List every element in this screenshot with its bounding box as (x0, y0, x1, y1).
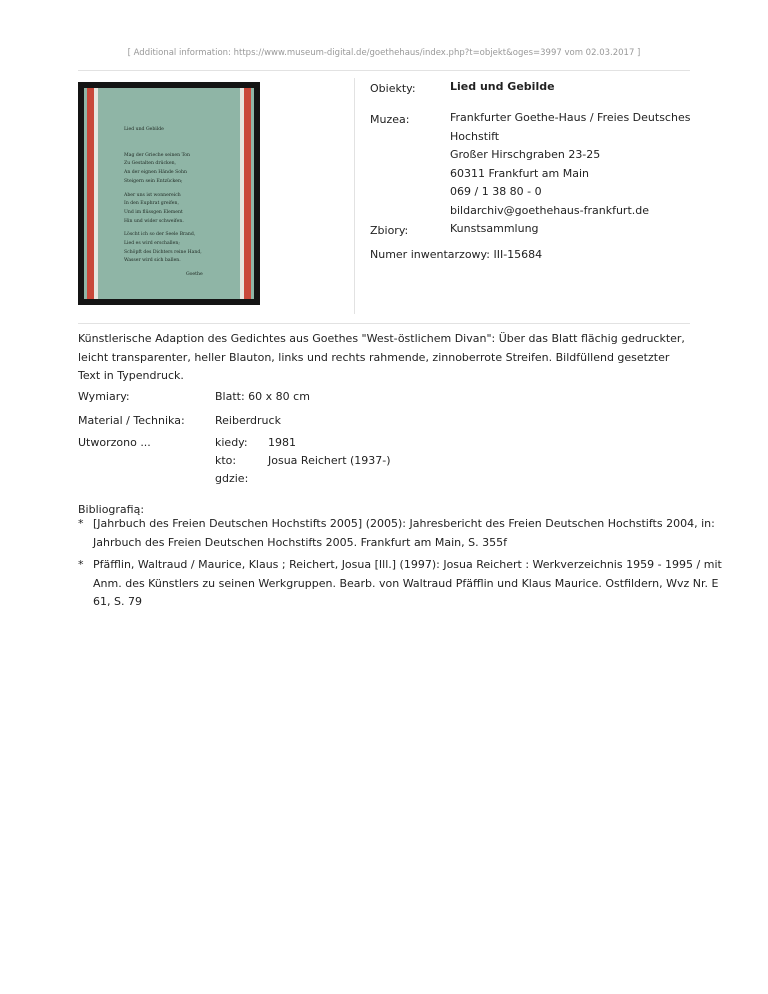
dimensions-label: Wymiary: (78, 390, 130, 403)
poem-line: Hin und wider schweifen. (124, 218, 184, 224)
poem-line: Wasser wird sich ballen. (124, 258, 181, 264)
poem-stanza (124, 192, 234, 227)
poem-line: Löscht ich so der Seele Brand, (124, 232, 196, 238)
museum-city: 60311 Frankfurt am Main (450, 166, 590, 180)
poem-signature: Goethe (186, 272, 203, 278)
material-label: Material / Technika: (78, 414, 185, 427)
museum-value[interactable] (450, 109, 690, 220)
inventory-value: III-15684 (493, 248, 543, 261)
poem-line: An der eignen Hände Sohn (124, 170, 187, 176)
when-label: kiedy: (215, 436, 248, 449)
poem-line: Schöpft des Dichters reine Hand, (124, 249, 202, 255)
right-red-stripe (244, 88, 251, 299)
bullet: * (78, 517, 84, 530)
museum-street: Großer Hirschgraben 23-25 (450, 148, 601, 161)
bullet: * (78, 558, 84, 571)
artwork-sheet (84, 88, 254, 299)
poem-title: Lied und Gebilde (124, 127, 164, 132)
poem-line: In den Euphrat greifen, (124, 201, 179, 207)
collection-value[interactable]: Kunstsammlung (450, 222, 539, 235)
where-label: gdzie: (215, 472, 249, 485)
created-label: Utworzono ... (78, 436, 151, 449)
poem-text (124, 126, 234, 280)
artwork-image[interactable] (78, 82, 260, 305)
museum-name-line: Hochstift (450, 129, 500, 143)
museum-email[interactable]: bildarchiv@goethehaus-frankfurt.de (450, 203, 650, 217)
collection-label: Zbiory: (370, 224, 409, 237)
object-value: Lied und Gebilde (450, 80, 555, 93)
vertical-divider (354, 78, 355, 314)
museum-phone: 069 / 1 38 80 - 0 (450, 185, 542, 198)
museum-name-line: Frankfurter Goethe-Haus / Freies Deutsches (450, 111, 691, 124)
poem-line: Mag der Grieche seinen Ton (124, 152, 190, 158)
poem-line: Und im flüssgen Element (124, 209, 183, 215)
middle-divider (78, 323, 690, 324)
who-value[interactable]: Josua Reichert (1937-) (268, 454, 391, 467)
inventory-number (370, 246, 542, 265)
poem-line: Lied es wird erschallen; (124, 241, 180, 247)
when-value[interactable]: 1981 (268, 436, 296, 449)
poem-stanza (124, 152, 234, 187)
who-label: kto: (215, 454, 237, 467)
object-label: Obiekty: (370, 82, 416, 95)
left-paper-edge (94, 88, 98, 299)
poem-stanza (124, 231, 234, 266)
bibliography-label: Bibliografią: (78, 503, 145, 516)
material-value[interactable]: Reiberdruck (215, 414, 281, 427)
left-red-stripe (87, 88, 94, 299)
top-divider (78, 70, 690, 71)
object-description: Künstlerische Adaption des Gedichtes aus Goethes "West-östlichem Divan": Über das Blatt flächig gedruckter, leicht transparenter, heller Blauton, links und rechts rahmende, zinnoberrote Streifen. Bildfüllend gesetzter Text in Typendruck. (78, 332, 685, 382)
poem-line: Zu Gestalten drücken, (124, 161, 176, 167)
bibliography-text: Pfäfflin, Waltraud / Maurice, Klaus ; Reichert, Josua [Ill.] (1997): Josua Reichert : Werkverzeichnis 1959 - 1995 / mit Anm. des Künstlers zu seinen Werkgruppen. Bearb. von Waltraud Pfäfflin und Klaus Maurice. Ostfildern, Wvz Nr. E 61, S. 79 (93, 558, 722, 608)
bibliography-text: [Jahrbuch des Freien Deutschen Hochstifts 2005] (2005): Jahresbericht des Freien Deutschen Hochstifts 2004, in: Jahrbuch des Freien Deutschen Hochstifts 2005. Frankfurt am Main, S. 355f (93, 517, 715, 549)
dimensions-value: Blatt: 60 x 80 cm (215, 390, 310, 403)
museum-label: Muzea: (370, 113, 410, 126)
additional-information: [ Additional information: https://www.museum-digital.de/goethehaus/index.php?t=objekt&oges=3997 vom 02.03.2017 ] (127, 48, 641, 58)
poem-line: Aber uns ist wonnereich (124, 192, 181, 198)
poem-line: Steigern sein Entzücken; (124, 178, 183, 184)
right-paper-edge (240, 88, 244, 299)
inventory-label: Numer inwentarzowy: (370, 248, 490, 261)
